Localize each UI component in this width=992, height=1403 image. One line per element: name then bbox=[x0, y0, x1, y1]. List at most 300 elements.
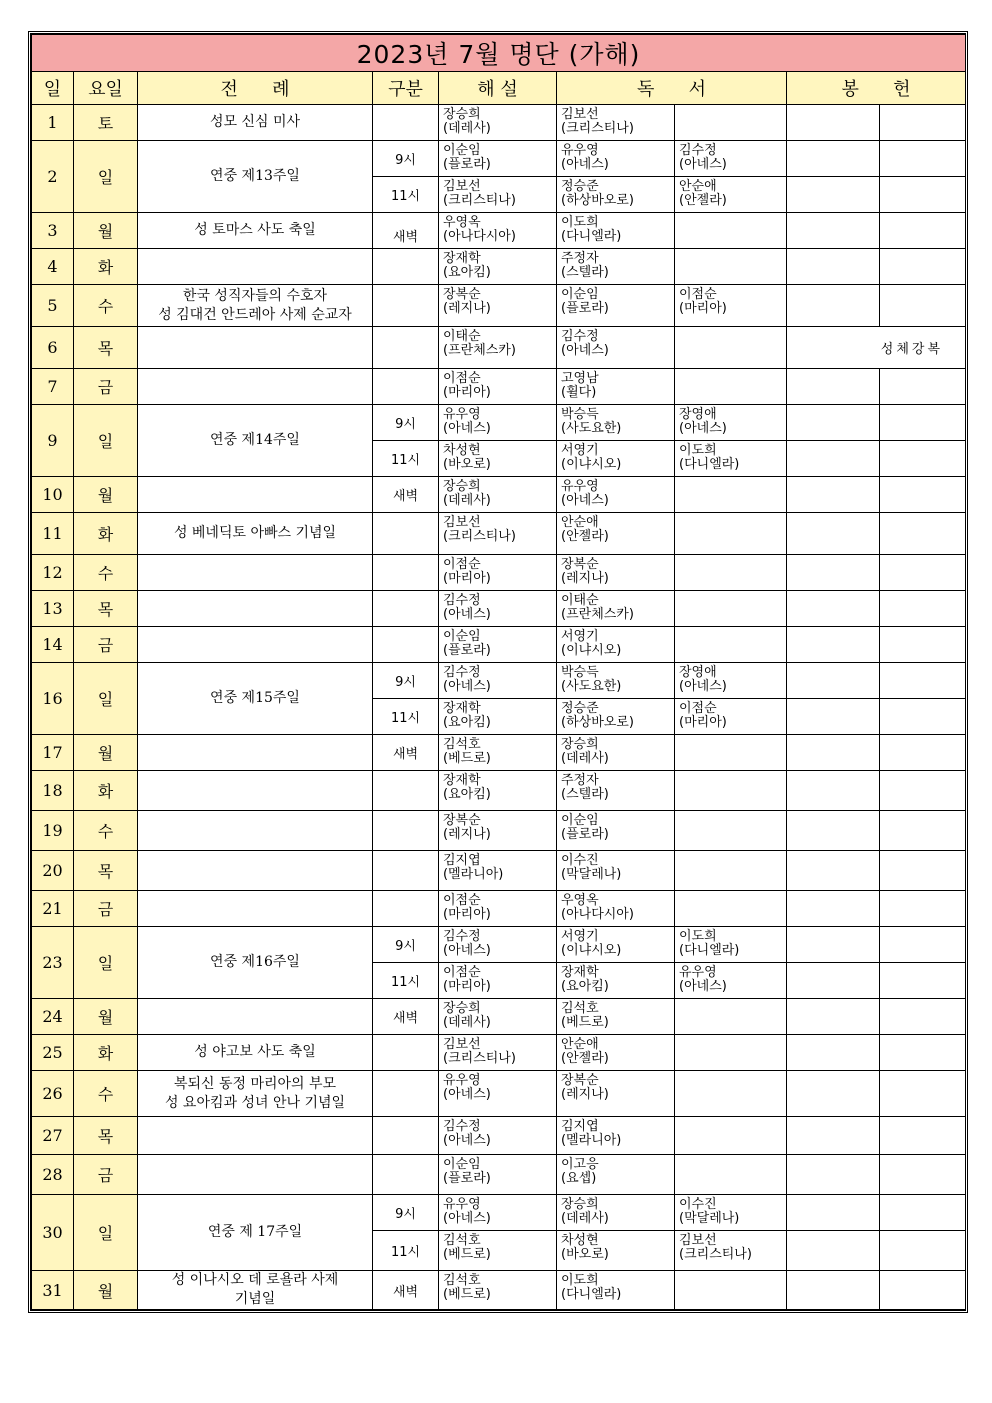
offertory-cell-1 bbox=[787, 999, 880, 1035]
reader1-cell: 정승준 (하상바오로) bbox=[557, 699, 675, 735]
commentary-cell: 김보선 (크리스티나) bbox=[439, 1035, 557, 1071]
day-cell: 17 bbox=[32, 735, 74, 771]
day-cell: 26 bbox=[32, 1071, 74, 1117]
offertory-cell-1 bbox=[787, 105, 880, 141]
liturgy-cell: 성 베네딕토 아빠스 기념일 bbox=[138, 513, 373, 555]
weekday-cell: 목 bbox=[74, 327, 138, 369]
reader1-cell: 정승준 (하상바오로) bbox=[557, 177, 675, 213]
offertory-note: 성체강복 bbox=[787, 327, 966, 369]
reader2-cell bbox=[675, 851, 787, 891]
reader1-cell: 주정자 (스텔라) bbox=[557, 249, 675, 285]
liturgy-cell: 연중 제14주일 bbox=[138, 405, 373, 477]
section-cell: 9시 bbox=[373, 405, 439, 441]
liturgy-cell bbox=[138, 999, 373, 1035]
commentary-cell: 장재학 (요아킴) bbox=[439, 249, 557, 285]
table-row bbox=[32, 141, 966, 177]
reader1-cell: 이순임 (플로라) bbox=[557, 285, 675, 327]
section-cell: 11시 bbox=[373, 699, 439, 735]
offertory-cell-2 bbox=[880, 627, 966, 663]
offertory-cell-1 bbox=[787, 441, 880, 477]
commentary-cell: 장재학 (요아킴) bbox=[439, 771, 557, 811]
reader2-cell: 안순애 (안젤라) bbox=[675, 177, 787, 213]
liturgy-cell bbox=[138, 891, 373, 927]
weekday-cell: 금 bbox=[74, 891, 138, 927]
section-cell: 11시 bbox=[373, 177, 439, 213]
weekday-cell: 일 bbox=[74, 405, 138, 477]
day-cell: 18 bbox=[32, 771, 74, 811]
table-row bbox=[32, 369, 966, 405]
offertory-cell-1 bbox=[787, 405, 880, 441]
offertory-cell-2 bbox=[880, 141, 966, 177]
day-cell: 5 bbox=[32, 285, 74, 327]
offertory-cell-2 bbox=[880, 663, 966, 699]
liturgy-cell: 성 토마스 사도 축일 bbox=[138, 213, 373, 249]
reader2-cell bbox=[675, 1155, 787, 1195]
offertory-cell-1 bbox=[787, 1195, 880, 1231]
header-offertory: 봉 헌 bbox=[787, 72, 966, 105]
reader1-cell: 이도희 (다니엘라) bbox=[557, 213, 675, 249]
reader2-cell: 이점순 (마리아) bbox=[675, 699, 787, 735]
liturgy-cell bbox=[138, 771, 373, 811]
header-row bbox=[32, 72, 966, 105]
liturgy-cell bbox=[138, 249, 373, 285]
reader2-cell: 장영애 (아네스) bbox=[675, 663, 787, 699]
day-cell: 13 bbox=[32, 591, 74, 627]
weekday-cell: 금 bbox=[74, 1155, 138, 1195]
header-commentary: 해 설 bbox=[439, 72, 557, 105]
offertory-cell-2 bbox=[880, 811, 966, 851]
commentary-cell: 장복순 (레지나) bbox=[439, 285, 557, 327]
reader1-cell: 이태순 (프란체스카) bbox=[557, 591, 675, 627]
reader1-cell: 이고응 (요셉) bbox=[557, 1155, 675, 1195]
day-cell: 27 bbox=[32, 1117, 74, 1155]
table-row bbox=[32, 1271, 966, 1310]
commentary-cell: 이순임 (플로라) bbox=[439, 1155, 557, 1195]
table-row bbox=[32, 555, 966, 591]
weekday-cell: 월 bbox=[74, 999, 138, 1035]
reader1-cell: 김석호 (베드로) bbox=[557, 999, 675, 1035]
schedule-sheet bbox=[28, 31, 968, 1313]
liturgy-cell bbox=[138, 811, 373, 851]
section-cell bbox=[373, 1035, 439, 1071]
day-cell: 6 bbox=[32, 327, 74, 369]
day-cell: 12 bbox=[32, 555, 74, 591]
liturgy-cell: 한국 성직자들의 수호자 성 김대건 안드레아 사제 순교자 bbox=[138, 285, 373, 327]
table-row bbox=[32, 735, 966, 771]
offertory-cell-1 bbox=[787, 963, 880, 999]
day-cell: 7 bbox=[32, 369, 74, 405]
reader2-cell bbox=[675, 591, 787, 627]
offertory-cell-2 bbox=[880, 591, 966, 627]
liturgy-cell: 연중 제 17주일 bbox=[138, 1195, 373, 1271]
offertory-cell-1 bbox=[787, 141, 880, 177]
weekday-cell: 일 bbox=[74, 663, 138, 735]
reader2-cell bbox=[675, 1117, 787, 1155]
weekday-cell: 목 bbox=[74, 1117, 138, 1155]
reader1-cell: 안순애 (안젤라) bbox=[557, 513, 675, 555]
commentary-cell: 김보선 (크리스티나) bbox=[439, 513, 557, 555]
reader2-cell bbox=[675, 105, 787, 141]
reader1-cell: 박승득 (사도요한) bbox=[557, 663, 675, 699]
day-cell: 11 bbox=[32, 513, 74, 555]
table-row bbox=[32, 591, 966, 627]
table-row bbox=[32, 1195, 966, 1231]
table-row bbox=[32, 851, 966, 891]
day-cell: 25 bbox=[32, 1035, 74, 1071]
offertory-cell-1 bbox=[787, 477, 880, 513]
weekday-cell: 수 bbox=[74, 1071, 138, 1117]
section-cell bbox=[373, 369, 439, 405]
commentary-cell: 유우영 (아네스) bbox=[439, 405, 557, 441]
section-cell: 9시 bbox=[373, 663, 439, 699]
offertory-cell-2 bbox=[880, 1117, 966, 1155]
reader2-cell bbox=[675, 771, 787, 811]
commentary-cell: 김석호 (베드로) bbox=[439, 735, 557, 771]
weekday-cell: 수 bbox=[74, 811, 138, 851]
offertory-cell-2 bbox=[880, 1035, 966, 1071]
commentary-cell: 이점순 (마리아) bbox=[439, 555, 557, 591]
table-row bbox=[32, 1035, 966, 1071]
commentary-cell: 유우영 (아네스) bbox=[439, 1195, 557, 1231]
section-cell: 9시 bbox=[373, 141, 439, 177]
offertory-cell-2 bbox=[880, 963, 966, 999]
day-cell: 16 bbox=[32, 663, 74, 735]
offertory-cell-1 bbox=[787, 369, 880, 405]
reader1-cell: 안순애 (안젤라) bbox=[557, 1035, 675, 1071]
liturgy-cell: 성 야고보 사도 축일 bbox=[138, 1035, 373, 1071]
liturgy-cell: 연중 제13주일 bbox=[138, 141, 373, 213]
section-cell bbox=[373, 1071, 439, 1117]
offertory-cell-1 bbox=[787, 1035, 880, 1071]
table-row bbox=[32, 513, 966, 555]
commentary-cell: 이태순 (프란체스카) bbox=[439, 327, 557, 369]
table-row bbox=[32, 663, 966, 699]
reader1-cell: 박승득 (사도요한) bbox=[557, 405, 675, 441]
reader2-cell: 김보선 (크리스티나) bbox=[675, 1231, 787, 1271]
table-row bbox=[32, 1155, 966, 1195]
offertory-cell-1 bbox=[787, 249, 880, 285]
table-row bbox=[32, 105, 966, 141]
reader1-cell: 차성현 (바오로) bbox=[557, 1231, 675, 1271]
section-cell bbox=[373, 555, 439, 591]
commentary-cell: 김지엽 (멜라니아) bbox=[439, 851, 557, 891]
offertory-cell-2 bbox=[880, 213, 966, 249]
offertory-cell-2 bbox=[880, 1231, 966, 1271]
reader2-cell bbox=[675, 627, 787, 663]
weekday-cell: 월 bbox=[74, 213, 138, 249]
section-cell: 11시 bbox=[373, 441, 439, 477]
reader2-cell bbox=[675, 999, 787, 1035]
reader2-cell bbox=[675, 891, 787, 927]
offertory-cell-2 bbox=[880, 699, 966, 735]
liturgy-cell bbox=[138, 851, 373, 891]
table-row bbox=[32, 927, 966, 963]
day-cell: 21 bbox=[32, 891, 74, 927]
offertory-cell-2 bbox=[880, 999, 966, 1035]
table-row bbox=[32, 327, 966, 369]
day-cell: 1 bbox=[32, 105, 74, 141]
offertory-cell-2 bbox=[880, 513, 966, 555]
offertory-cell-1 bbox=[787, 927, 880, 963]
reader1-cell: 서영기 (이냐시오) bbox=[557, 627, 675, 663]
liturgy-cell bbox=[138, 477, 373, 513]
offertory-cell-1 bbox=[787, 1271, 880, 1310]
reader1-cell: 유우영 (아네스) bbox=[557, 141, 675, 177]
reader1-cell: 장승희 (데레사) bbox=[557, 1195, 675, 1231]
offertory-cell-1 bbox=[787, 891, 880, 927]
offertory-cell-1 bbox=[787, 1117, 880, 1155]
weekday-cell: 토 bbox=[74, 105, 138, 141]
offertory-cell-1 bbox=[787, 1155, 880, 1195]
liturgy-cell: 성모 신심 미사 bbox=[138, 105, 373, 141]
offertory-cell-2 bbox=[880, 771, 966, 811]
reader2-cell: 이점순 (마리아) bbox=[675, 285, 787, 327]
reader1-cell: 김수정 (아네스) bbox=[557, 327, 675, 369]
reader2-cell bbox=[675, 369, 787, 405]
section-cell bbox=[373, 249, 439, 285]
section-cell: 새벽 bbox=[373, 735, 439, 771]
commentary-cell: 김석호 (베드로) bbox=[439, 1231, 557, 1271]
schedule-table bbox=[31, 34, 966, 1310]
liturgy-cell bbox=[138, 735, 373, 771]
section-cell: 새벽 bbox=[373, 999, 439, 1035]
weekday-cell: 월 bbox=[74, 477, 138, 513]
weekday-cell: 월 bbox=[74, 1271, 138, 1310]
section-cell bbox=[373, 771, 439, 811]
offertory-cell-2 bbox=[880, 891, 966, 927]
liturgy-cell bbox=[138, 555, 373, 591]
commentary-cell: 이점순 (마리아) bbox=[439, 369, 557, 405]
reader2-cell bbox=[675, 1271, 787, 1310]
reader2-cell: 김수정 (아네스) bbox=[675, 141, 787, 177]
commentary-cell: 장승희 (데레사) bbox=[439, 477, 557, 513]
section-cell bbox=[373, 891, 439, 927]
header-reading: 독 서 bbox=[557, 72, 787, 105]
table-row bbox=[32, 405, 966, 441]
offertory-cell-1 bbox=[787, 513, 880, 555]
weekday-cell: 금 bbox=[74, 627, 138, 663]
offertory-cell-2 bbox=[880, 1271, 966, 1310]
commentary-cell: 김수정 (아네스) bbox=[439, 1117, 557, 1155]
reader2-cell bbox=[675, 249, 787, 285]
section-cell bbox=[373, 851, 439, 891]
day-cell: 24 bbox=[32, 999, 74, 1035]
liturgy-cell bbox=[138, 327, 373, 369]
reader1-cell: 장복순 (레지나) bbox=[557, 555, 675, 591]
commentary-cell: 이점순 (마리아) bbox=[439, 963, 557, 999]
reader1-cell: 장재학 (요아킴) bbox=[557, 963, 675, 999]
table-row bbox=[32, 999, 966, 1035]
commentary-cell: 장재학 (요아킴) bbox=[439, 699, 557, 735]
reader1-cell: 장승희 (데레사) bbox=[557, 735, 675, 771]
day-cell: 20 bbox=[32, 851, 74, 891]
weekday-cell: 화 bbox=[74, 249, 138, 285]
liturgy-cell: 성 이나시오 데 로욜라 사제 기념일 bbox=[138, 1271, 373, 1310]
offertory-cell-1 bbox=[787, 699, 880, 735]
offertory-cell-1 bbox=[787, 735, 880, 771]
commentary-cell: 김보선 (크리스티나) bbox=[439, 177, 557, 213]
offertory-cell-1 bbox=[787, 213, 880, 249]
page-title: 2023년 7월 명단 (가해) bbox=[32, 35, 966, 72]
reader1-cell: 우영옥 (아나다시아) bbox=[557, 891, 675, 927]
header-weekday: 요일 bbox=[74, 72, 138, 105]
section-cell bbox=[373, 1117, 439, 1155]
section-cell bbox=[373, 591, 439, 627]
weekday-cell: 일 bbox=[74, 927, 138, 999]
section-cell bbox=[373, 1155, 439, 1195]
day-cell: 28 bbox=[32, 1155, 74, 1195]
reader2-cell bbox=[675, 735, 787, 771]
weekday-cell: 화 bbox=[74, 771, 138, 811]
reader1-cell: 고영남 (휠다) bbox=[557, 369, 675, 405]
commentary-cell: 장승희 (데레사) bbox=[439, 105, 557, 141]
liturgy-cell bbox=[138, 591, 373, 627]
header-section: 구분 bbox=[373, 72, 439, 105]
reader1-cell: 이도희 (다니엘라) bbox=[557, 1271, 675, 1310]
table-row bbox=[32, 249, 966, 285]
section-cell bbox=[373, 627, 439, 663]
day-cell: 10 bbox=[32, 477, 74, 513]
commentary-cell: 김수정 (아네스) bbox=[439, 663, 557, 699]
reader1-cell: 서영기 (이냐시오) bbox=[557, 441, 675, 477]
section-cell bbox=[373, 811, 439, 851]
section-cell: 9시 bbox=[373, 1195, 439, 1231]
day-cell: 23 bbox=[32, 927, 74, 999]
liturgy-cell: 연중 제15주일 bbox=[138, 663, 373, 735]
offertory-cell-2 bbox=[880, 555, 966, 591]
table-row bbox=[32, 477, 966, 513]
offertory-cell-2 bbox=[880, 1195, 966, 1231]
commentary-cell: 우영옥 (아나다시아) bbox=[439, 213, 557, 249]
day-cell: 30 bbox=[32, 1195, 74, 1271]
offertory-cell-1 bbox=[787, 771, 880, 811]
offertory-cell-1 bbox=[787, 177, 880, 213]
reader2-cell bbox=[675, 811, 787, 851]
reader1-cell: 김보선 (크리스티나) bbox=[557, 105, 675, 141]
offertory-cell-1 bbox=[787, 851, 880, 891]
offertory-cell-2 bbox=[880, 285, 966, 327]
reader2-cell bbox=[675, 1071, 787, 1117]
offertory-cell-1 bbox=[787, 627, 880, 663]
weekday-cell: 수 bbox=[74, 285, 138, 327]
section-cell bbox=[373, 285, 439, 327]
offertory-cell-1 bbox=[787, 285, 880, 327]
weekday-cell: 일 bbox=[74, 1195, 138, 1271]
day-cell: 3 bbox=[32, 213, 74, 249]
day-cell: 2 bbox=[32, 141, 74, 213]
offertory-cell-2 bbox=[880, 405, 966, 441]
liturgy-cell bbox=[138, 1155, 373, 1195]
table-row bbox=[32, 285, 966, 327]
offertory-cell-1 bbox=[787, 555, 880, 591]
reader2-cell bbox=[675, 213, 787, 249]
offertory-cell-1 bbox=[787, 591, 880, 627]
day-cell: 14 bbox=[32, 627, 74, 663]
offertory-cell-2 bbox=[880, 735, 966, 771]
weekday-cell: 일 bbox=[74, 141, 138, 213]
reader1-cell: 이수진 (막달레나) bbox=[557, 851, 675, 891]
reader2-cell bbox=[675, 513, 787, 555]
reader2-cell: 이도희 (다니엘라) bbox=[675, 441, 787, 477]
reader1-cell: 유우영 (아네스) bbox=[557, 477, 675, 513]
table-row bbox=[32, 891, 966, 927]
day-cell: 31 bbox=[32, 1271, 74, 1310]
reader2-cell: 이수진 (막달레나) bbox=[675, 1195, 787, 1231]
table-row bbox=[32, 627, 966, 663]
reader1-cell: 서영기 (이냐시오) bbox=[557, 927, 675, 963]
section-cell: 11시 bbox=[373, 963, 439, 999]
offertory-cell-2 bbox=[880, 1155, 966, 1195]
reader2-cell bbox=[675, 1035, 787, 1071]
offertory-cell-2 bbox=[880, 249, 966, 285]
offertory-cell-2 bbox=[880, 369, 966, 405]
table-row bbox=[32, 811, 966, 851]
offertory-cell-2 bbox=[880, 1071, 966, 1117]
offertory-cell-1 bbox=[787, 811, 880, 851]
weekday-cell: 수 bbox=[74, 555, 138, 591]
header-day: 일 bbox=[32, 72, 74, 105]
reader1-cell: 이순임 (플로라) bbox=[557, 811, 675, 851]
offertory-cell-2 bbox=[880, 177, 966, 213]
commentary-cell: 이순임 (플로라) bbox=[439, 141, 557, 177]
weekday-cell: 월 bbox=[74, 735, 138, 771]
commentary-cell: 유우영 (아네스) bbox=[439, 1071, 557, 1117]
weekday-cell: 목 bbox=[74, 591, 138, 627]
commentary-cell: 김수정 (아네스) bbox=[439, 591, 557, 627]
offertory-cell-2 bbox=[880, 927, 966, 963]
reader1-cell: 장복순 (레지나) bbox=[557, 1071, 675, 1117]
day-cell: 19 bbox=[32, 811, 74, 851]
commentary-cell: 이점순 (마리아) bbox=[439, 891, 557, 927]
table-row bbox=[32, 1117, 966, 1155]
section-cell: 9시 bbox=[373, 927, 439, 963]
reader2-cell: 장영애 (아네스) bbox=[675, 405, 787, 441]
offertory-cell-2 bbox=[880, 105, 966, 141]
liturgy-cell bbox=[138, 369, 373, 405]
section-cell: 11시 bbox=[373, 1231, 439, 1271]
reader2-cell: 이도희 (다니엘라) bbox=[675, 927, 787, 963]
weekday-cell: 화 bbox=[74, 1035, 138, 1071]
commentary-cell: 김석호 (베드로) bbox=[439, 1271, 557, 1310]
reader2-cell bbox=[675, 327, 787, 369]
liturgy-cell bbox=[138, 1117, 373, 1155]
commentary-cell: 김수정 (아네스) bbox=[439, 927, 557, 963]
weekday-cell: 금 bbox=[74, 369, 138, 405]
weekday-cell: 목 bbox=[74, 851, 138, 891]
section-cell bbox=[373, 105, 439, 141]
offertory-cell-2 bbox=[880, 851, 966, 891]
table-row bbox=[32, 213, 966, 249]
section-cell: 새벽 bbox=[373, 1271, 439, 1310]
offertory-cell-2 bbox=[880, 441, 966, 477]
day-cell: 9 bbox=[32, 405, 74, 477]
reader1-cell: 주정자 (스텔라) bbox=[557, 771, 675, 811]
commentary-cell: 차성현 (바오로) bbox=[439, 441, 557, 477]
header-liturgy: 전 례 bbox=[138, 72, 373, 105]
reader2-cell bbox=[675, 477, 787, 513]
day-cell: 4 bbox=[32, 249, 74, 285]
section-cell: 새벽 bbox=[373, 213, 439, 249]
liturgy-cell: 복되신 동정 마리아의 부모 성 요아킴과 성녀 안나 기념일 bbox=[138, 1071, 373, 1117]
table-row bbox=[32, 1071, 966, 1117]
commentary-cell: 장승희 (데레사) bbox=[439, 999, 557, 1035]
liturgy-cell: 연중 제16주일 bbox=[138, 927, 373, 999]
offertory-cell-1 bbox=[787, 1071, 880, 1117]
offertory-cell-1 bbox=[787, 1231, 880, 1271]
commentary-cell: 이순임 (플로라) bbox=[439, 627, 557, 663]
section-cell bbox=[373, 327, 439, 369]
commentary-cell: 장복순 (레지나) bbox=[439, 811, 557, 851]
